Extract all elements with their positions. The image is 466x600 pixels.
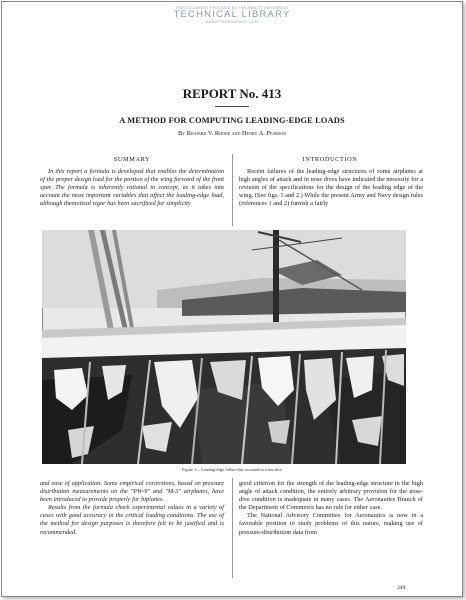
summary-text-top xyxy=(40,168,224,208)
report-number: REPORT No. 413 xyxy=(182,86,282,101)
summary-paragraph-2: Results from the formula check experimental values in a variety of cases with good accuracy in the critical loading conditions. The use of the method for design purposes is therefore felt to be justified and is recommended. xyxy=(40,504,224,536)
summary-heading: SUMMARY xyxy=(113,156,151,163)
introduction-paragraph-1: Recent failures of the leading-edge structures of some airplanes at high angles of attack and in nose dives have indicated the necessity for a revision of the specifications for the design of the leading edge of the wing. (See figs. 1 and 2.) While the present Army and Navy design rules (references 1 and 2) furnish a fairly xyxy=(239,168,423,208)
page-number: 349 xyxy=(397,585,406,591)
library-name: TECHNICAL LIBRARY xyxy=(173,9,291,20)
document-page xyxy=(1,1,463,597)
introduction-text-bottom xyxy=(239,480,423,537)
column-divider-bottom xyxy=(232,478,233,578)
title-rule xyxy=(215,106,249,107)
library-url: ABBOTTAEROSPACE.COM xyxy=(205,20,258,24)
figure-1-photo xyxy=(42,230,406,464)
introduction-paragraph-2: The National Advisory Committee for Aeronautics is now in a favorable position to study problems of this nature, making use of pressure-distribution data from xyxy=(239,512,423,536)
library-provider-line: THIS DOCUMENT PROVIDED BY THE ABBOTT AEROSPACE xyxy=(175,6,289,10)
report-authors: By Richard V. Rhode and Henry A. Pearson xyxy=(178,130,286,137)
library-watermark xyxy=(2,6,462,24)
summary-paragraph-1-continued: and ease of application. Some empirical corrections, based on pressure distribution measurements on the "PW-9" and "M-3" airplanes, have been introduced to provide properly for biplanes. xyxy=(40,480,224,504)
column-divider-top xyxy=(232,154,233,226)
report-title: A METHOD FOR COMPUTING LEADING-EDGE LOADS xyxy=(119,116,345,125)
introduction-heading: INTRODUCTION xyxy=(302,156,358,163)
introduction-paragraph-1-continued: good criterion for the strength of the leading-edge structure in the high angle of attack condition, the entirely arbitrary provision for the nose-dive condition is inadequate in many cases. The Aeronautics Branch of the Department of Commerce has no rule for either case. xyxy=(239,480,423,512)
introduction-text-top xyxy=(239,168,423,208)
figure-1-caption: Figure 1.—Leading-edge failure that occurred in a fast dive xyxy=(182,467,282,472)
summary-paragraph-1: In this report a formula is developed that enables the determination of the proper design load for the portion of the wing forward of the front spar. The formula is inherently rational in concept, as it takes into account the most important variables that affect the leading-edge load, although theoretical rigor has been sacrificed for simplicity xyxy=(40,168,224,208)
summary-text-bottom xyxy=(40,480,224,537)
